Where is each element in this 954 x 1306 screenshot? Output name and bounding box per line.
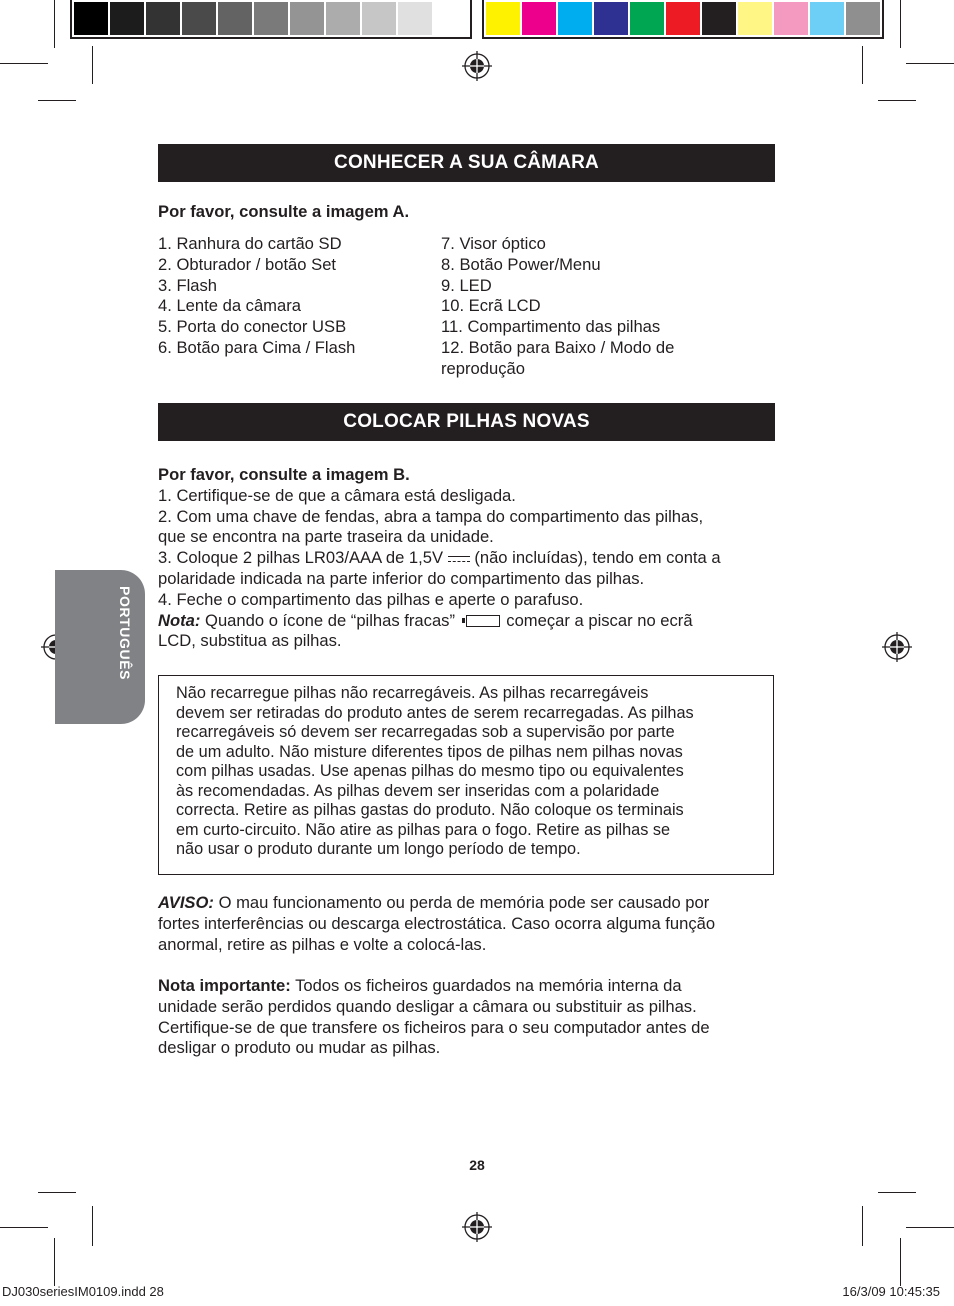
parts-list-left xyxy=(158,234,355,359)
warning-line: correcta. Retire as pilhas gastas do produto. Não coloque os terminais xyxy=(176,801,684,819)
list-item: 8. Botão Power/Menu xyxy=(441,254,601,274)
low-battery-icon xyxy=(466,615,500,627)
color-swatch xyxy=(558,2,592,35)
warning-line: com pilhas usadas. Use apenas pilhas do mesmo tipo ou equivalentes xyxy=(176,762,684,780)
crop-mark xyxy=(900,0,901,48)
list-item: 4. Lente da câmara xyxy=(158,296,301,316)
gray-swatch xyxy=(290,2,324,35)
list-item: 6. Botão para Cima / Flash xyxy=(158,337,356,357)
warning-line: recarregáveis só devem ser recarregadas sob a supervisão por parte xyxy=(176,723,675,741)
crop-mark xyxy=(92,1206,93,1246)
list-item: reprodução xyxy=(441,358,525,378)
aviso-paragraph xyxy=(158,893,778,955)
language-side-tab xyxy=(55,570,145,724)
battery-warning-box xyxy=(158,675,774,875)
warning-line: em curto-circuito. Não atire as pilhas para o fogo. Retire as pilhas se xyxy=(176,820,671,839)
crop-mark xyxy=(0,63,48,64)
dc-voltage-icon xyxy=(448,554,470,564)
note-text-a: Quando o ícone de “pilhas fracas” xyxy=(205,610,456,630)
gray-swatch xyxy=(254,2,288,35)
crop-mark xyxy=(862,46,863,84)
color-swatch xyxy=(738,2,772,35)
crop-mark xyxy=(906,1227,954,1228)
important-note-label: Nota importante: xyxy=(158,976,291,995)
crop-mark xyxy=(0,1227,48,1228)
crop-mark xyxy=(54,0,55,48)
footer-filename: DJ030seriesIM0109.indd 28 xyxy=(2,1284,164,1299)
list-item: 3. Flash xyxy=(158,275,218,295)
section-header-camera xyxy=(158,144,775,182)
section-title: COLOCAR PILHAS NOVAS xyxy=(343,411,590,432)
step-3-text-b: (não incluídas), tendo em conta a xyxy=(474,548,721,568)
crop-mark xyxy=(862,1206,863,1246)
page-number: 28 xyxy=(469,1157,485,1173)
color-swatch xyxy=(846,2,880,35)
parts-list-right xyxy=(441,234,674,380)
gray-swatch xyxy=(74,2,108,35)
list-item: 9. LED xyxy=(441,275,492,295)
color-swatch xyxy=(522,2,556,35)
step-3-line-1 xyxy=(158,548,778,569)
aviso-line-3: anormal, retire as pilhas e volte a colocá-las. xyxy=(158,934,487,954)
crop-mark xyxy=(38,1192,76,1193)
step-1: 1. Certifique-se de que a câmara está desligada. xyxy=(158,485,516,505)
list-item: 10. Ecrã LCD xyxy=(441,296,541,316)
section-header-batteries xyxy=(158,403,775,441)
section-intro: Por favor, consulte a imagem B. xyxy=(158,465,410,484)
language-label: PORTUGUÊS xyxy=(117,586,133,681)
aviso-line-2: fortes interferências ou descarga electrostática. Caso ocorra alguma função xyxy=(158,913,716,933)
note-text-b: começar a piscar no ecrã xyxy=(506,610,693,630)
registration-target-icon xyxy=(462,1212,492,1242)
step-3-text-a: 3. Coloque 2 pilhas LR03/AAA de 1,5V xyxy=(158,548,444,568)
list-item: 5. Porta do conector USB xyxy=(158,317,347,337)
aviso-label: AVISO: xyxy=(158,893,214,912)
color-swatch xyxy=(594,2,628,35)
warning-text xyxy=(176,684,756,860)
note-line-2: LCD, substitua as pilhas. xyxy=(158,631,342,651)
crop-mark xyxy=(900,1238,901,1286)
gray-swatch xyxy=(398,2,432,35)
battery-instructions xyxy=(158,465,778,652)
warning-line: às recomendadas. As pilhas devem ser inseridas com a polaridade xyxy=(176,781,660,800)
note-label: Nota: xyxy=(158,610,201,630)
gray-swatch xyxy=(434,2,468,35)
list-item: 12. Botão para Baixo / Modo de xyxy=(441,337,675,357)
color-swatch xyxy=(774,2,808,35)
important-note-line-4: desligar o produto ou mudar as pilhas. xyxy=(158,1038,441,1058)
process-color-bar xyxy=(482,0,884,39)
list-item: 1. Ranhura do cartão SD xyxy=(158,234,342,253)
gray-swatch xyxy=(362,2,396,35)
section-intro: Por favor, consulte a imagem A. xyxy=(158,202,410,221)
aviso-line-1: O mau funcionamento ou perda de memória pode ser causado por xyxy=(218,893,710,912)
registration-target-icon xyxy=(462,51,492,81)
important-note-line-3: Certifique-se de que transfere os ficheiros para o seu computador antes de xyxy=(158,1017,710,1037)
grayscale-color-bar xyxy=(70,0,472,39)
color-swatch xyxy=(630,2,664,35)
crop-mark xyxy=(92,46,93,84)
step-3-line-2: polaridade indicada na parte inferior do compartimento das pilhas. xyxy=(158,568,645,588)
important-note-paragraph xyxy=(158,976,778,1059)
list-item: 2. Obturador / botão Set xyxy=(158,254,337,274)
crop-mark xyxy=(878,100,916,101)
registration-target-icon xyxy=(882,632,912,662)
gray-swatch xyxy=(182,2,216,35)
important-note-line-1: Todos os ficheiros guardados na memória interna da xyxy=(295,976,682,995)
crop-mark xyxy=(38,100,76,101)
warning-line: de um adulto. Não misture diferentes tipos de pilhas nem pilhas novas xyxy=(176,742,683,761)
color-swatch xyxy=(486,2,520,35)
warning-line: não usar o produto durante um longo período de tempo. xyxy=(176,840,581,858)
important-note-line-2: unidade serão perdidos quando desligar a câmara ou substituir as pilhas. xyxy=(158,996,697,1016)
color-swatch xyxy=(702,2,736,35)
step-2-line-2: que se encontra na parte traseira da unidade. xyxy=(158,527,494,547)
crop-mark xyxy=(878,1192,916,1193)
gray-swatch xyxy=(110,2,144,35)
footer-datetime: 16/3/09 10:45:35 xyxy=(842,1284,940,1299)
gray-swatch xyxy=(326,2,360,35)
list-item: 7. Visor óptico xyxy=(441,234,546,253)
color-swatch xyxy=(666,2,700,35)
crop-mark xyxy=(54,1238,55,1286)
step-4: 4. Feche o compartimento das pilhas e aperte o parafuso. xyxy=(158,589,584,609)
section-title: CONHECER A SUA CÂMARA xyxy=(334,152,599,173)
warning-line: devem ser retiradas do produto antes de serem recarregadas. As pilhas xyxy=(176,703,694,722)
crop-mark xyxy=(906,63,954,64)
gray-swatch xyxy=(146,2,180,35)
gray-swatch xyxy=(218,2,252,35)
list-item: 11. Compartimento das pilhas xyxy=(441,317,661,337)
color-swatch xyxy=(810,2,844,35)
warning-line: Não recarregue pilhas não recarregáveis. As pilhas recarregáveis xyxy=(176,684,649,702)
step-2-line-1: 2. Com uma chave de fendas, abra a tampa do compartimento das pilhas, xyxy=(158,506,704,526)
note-line-1 xyxy=(158,611,778,632)
